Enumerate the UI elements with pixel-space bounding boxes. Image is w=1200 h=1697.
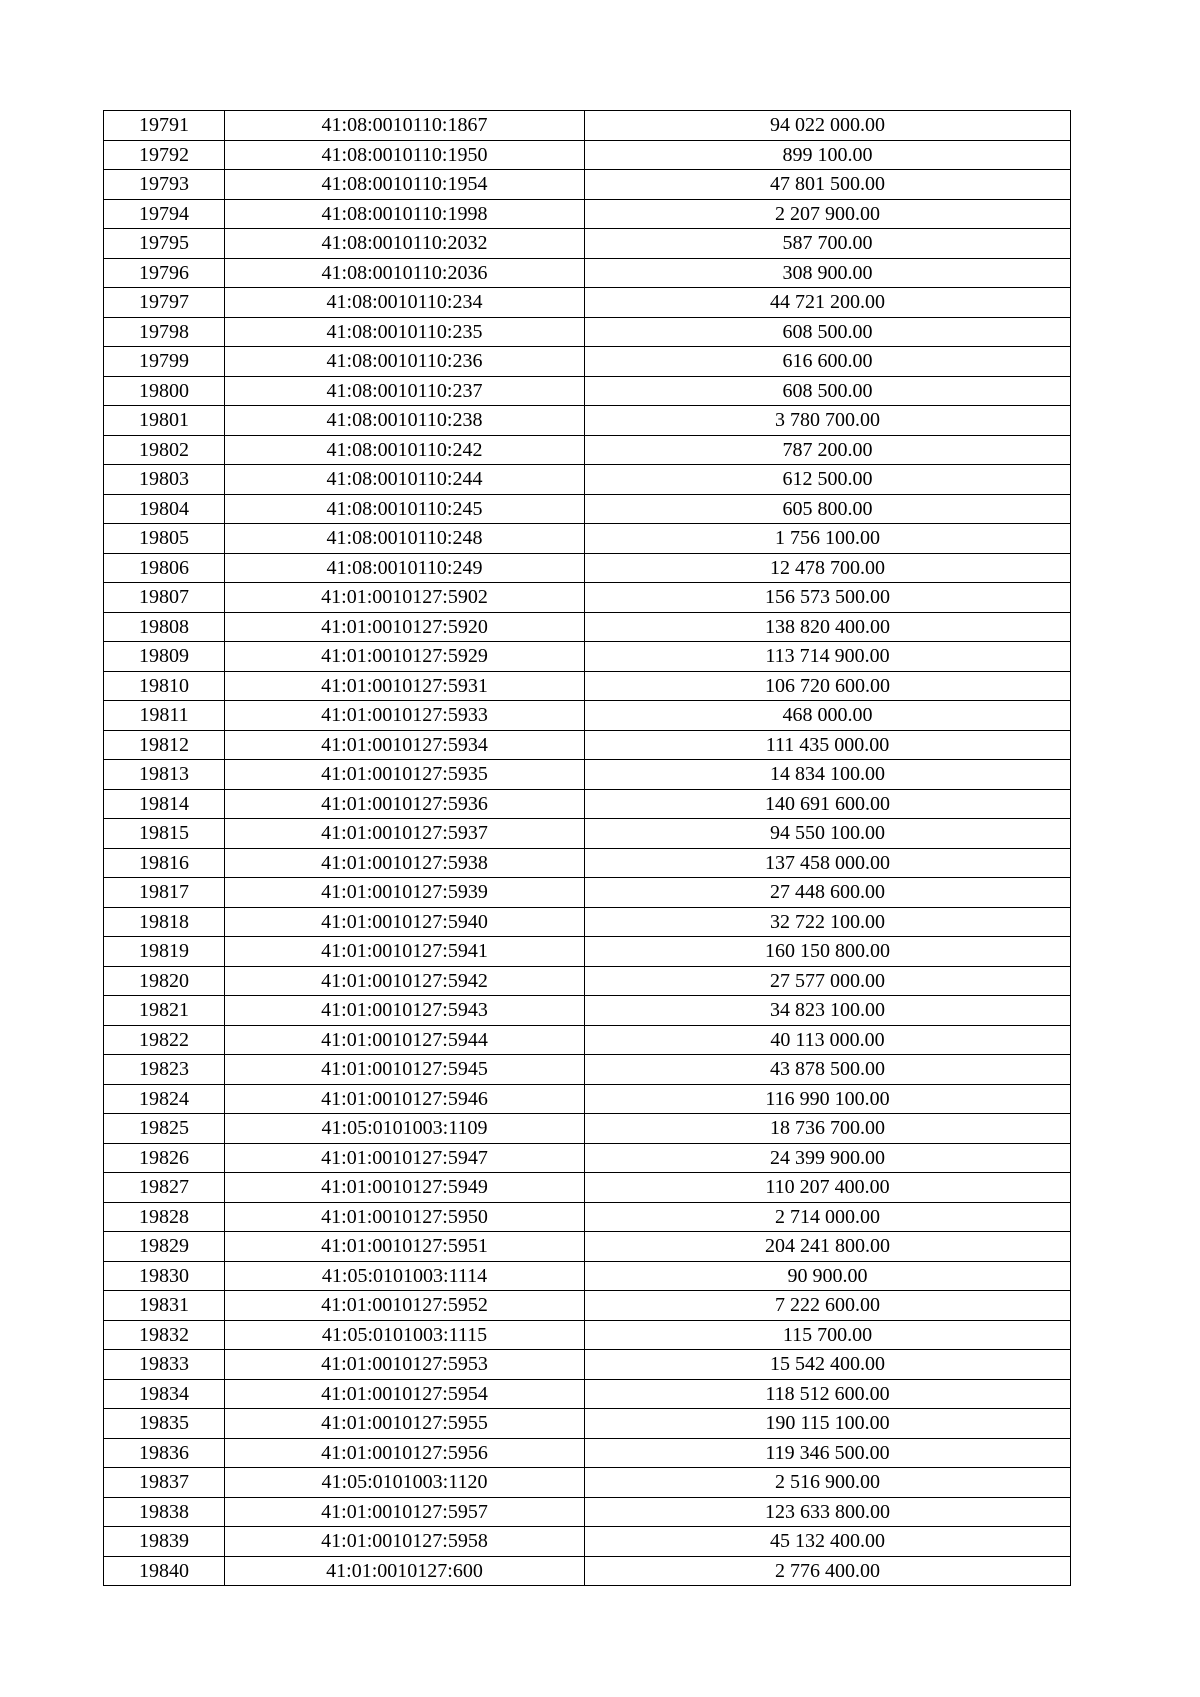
- table-row: [104, 1350, 1071, 1380]
- table-row: [104, 1497, 1071, 1527]
- table-row: [104, 1379, 1071, 1409]
- cadastral-number-cell: 41:05:0101003:1115: [225, 1320, 585, 1350]
- cadastral-value-table: [103, 110, 1071, 1586]
- cadastral-value-cell: 45 132 400.00: [585, 1527, 1071, 1557]
- table-row: [104, 435, 1071, 465]
- table-row: [104, 966, 1071, 996]
- cadastral-number-cell: 41:08:0010110:235: [225, 317, 585, 347]
- row-number-cell: 19807: [104, 583, 225, 613]
- cadastral-number-cell: 41:01:0010127:5947: [225, 1143, 585, 1173]
- cadastral-value-cell: 2 207 900.00: [585, 199, 1071, 229]
- cadastral-number-cell: 41:01:0010127:5920: [225, 612, 585, 642]
- cadastral-number-cell: 41:01:0010127:5937: [225, 819, 585, 849]
- row-number-cell: 19802: [104, 435, 225, 465]
- cadastral-value-cell: 2 714 000.00: [585, 1202, 1071, 1232]
- row-number-cell: 19804: [104, 494, 225, 524]
- row-number-cell: 19816: [104, 848, 225, 878]
- cadastral-number-cell: 41:01:0010127:5946: [225, 1084, 585, 1114]
- cadastral-value-cell: 118 512 600.00: [585, 1379, 1071, 1409]
- row-number-cell: 19819: [104, 937, 225, 967]
- table-row: [104, 1084, 1071, 1114]
- cadastral-value-cell: 106 720 600.00: [585, 671, 1071, 701]
- cadastral-value-cell: 94 550 100.00: [585, 819, 1071, 849]
- cadastral-value-cell: 204 241 800.00: [585, 1232, 1071, 1262]
- cadastral-number-cell: 41:01:0010127:5954: [225, 1379, 585, 1409]
- table-row: [104, 937, 1071, 967]
- cadastral-number-cell: 41:01:0010127:5940: [225, 907, 585, 937]
- table-row: [104, 996, 1071, 1026]
- row-number-cell: 19838: [104, 1497, 225, 1527]
- table-row: [104, 789, 1071, 819]
- table-row: [104, 671, 1071, 701]
- cadastral-value-cell: 43 878 500.00: [585, 1055, 1071, 1085]
- cadastral-value-cell: 468 000.00: [585, 701, 1071, 731]
- cadastral-value-cell: 2 516 900.00: [585, 1468, 1071, 1498]
- cadastral-value-cell: 587 700.00: [585, 229, 1071, 259]
- cadastral-value-cell: 140 691 600.00: [585, 789, 1071, 819]
- row-number-cell: 19793: [104, 170, 225, 200]
- row-number-cell: 19829: [104, 1232, 225, 1262]
- cadastral-value-cell: 34 823 100.00: [585, 996, 1071, 1026]
- cadastral-number-cell: 41:01:0010127:5942: [225, 966, 585, 996]
- cadastral-number-cell: 41:01:0010127:5944: [225, 1025, 585, 1055]
- cadastral-value-cell: 24 399 900.00: [585, 1143, 1071, 1173]
- cadastral-value-cell: 110 207 400.00: [585, 1173, 1071, 1203]
- row-number-cell: 19820: [104, 966, 225, 996]
- cadastral-number-cell: 41:01:0010127:5929: [225, 642, 585, 672]
- table-row: [104, 111, 1071, 141]
- table-row: [104, 1527, 1071, 1557]
- cadastral-value-cell: 160 150 800.00: [585, 937, 1071, 967]
- cadastral-number-cell: 41:01:0010127:600: [225, 1556, 585, 1586]
- cadastral-value-cell: 7 222 600.00: [585, 1291, 1071, 1321]
- cadastral-number-cell: 41:08:0010110:238: [225, 406, 585, 436]
- cadastral-number-cell: 41:08:0010110:1954: [225, 170, 585, 200]
- table-row: [104, 494, 1071, 524]
- row-number-cell: 19812: [104, 730, 225, 760]
- table-row: [104, 317, 1071, 347]
- row-number-cell: 19824: [104, 1084, 225, 1114]
- cadastral-number-cell: 41:01:0010127:5950: [225, 1202, 585, 1232]
- row-number-cell: 19801: [104, 406, 225, 436]
- table-row: [104, 848, 1071, 878]
- cadastral-value-cell: 115 700.00: [585, 1320, 1071, 1350]
- cadastral-number-cell: 41:01:0010127:5941: [225, 937, 585, 967]
- cadastral-number-cell: 41:08:0010110:248: [225, 524, 585, 554]
- cadastral-value-cell: 899 100.00: [585, 140, 1071, 170]
- row-number-cell: 19822: [104, 1025, 225, 1055]
- table-row: [104, 1025, 1071, 1055]
- cadastral-value-cell: 27 448 600.00: [585, 878, 1071, 908]
- row-number-cell: 19806: [104, 553, 225, 583]
- row-number-cell: 19831: [104, 1291, 225, 1321]
- table-row: [104, 1202, 1071, 1232]
- row-number-cell: 19797: [104, 288, 225, 318]
- row-number-cell: 19821: [104, 996, 225, 1026]
- cadastral-value-cell: 113 714 900.00: [585, 642, 1071, 672]
- cadastral-number-cell: 41:01:0010127:5958: [225, 1527, 585, 1557]
- cadastral-number-cell: 41:01:0010127:5938: [225, 848, 585, 878]
- table-row: [104, 819, 1071, 849]
- cadastral-number-cell: 41:08:0010110:242: [225, 435, 585, 465]
- row-number-cell: 19808: [104, 612, 225, 642]
- table-row: [104, 730, 1071, 760]
- row-number-cell: 19798: [104, 317, 225, 347]
- table-row: [104, 199, 1071, 229]
- cadastral-number-cell: 41:08:0010110:1998: [225, 199, 585, 229]
- cadastral-value-cell: 156 573 500.00: [585, 583, 1071, 613]
- row-number-cell: 19813: [104, 760, 225, 790]
- cadastral-number-cell: 41:01:0010127:5934: [225, 730, 585, 760]
- table-row: [104, 170, 1071, 200]
- table-row: [104, 524, 1071, 554]
- cadastral-value-cell: 12 478 700.00: [585, 553, 1071, 583]
- row-number-cell: 19791: [104, 111, 225, 141]
- row-number-cell: 19818: [104, 907, 225, 937]
- cadastral-value-cell: 44 721 200.00: [585, 288, 1071, 318]
- table-row: [104, 642, 1071, 672]
- table-row: [104, 1114, 1071, 1144]
- cadastral-value-cell: 47 801 500.00: [585, 170, 1071, 200]
- cadastral-number-cell: 41:05:0101003:1114: [225, 1261, 585, 1291]
- table-row: [104, 1438, 1071, 1468]
- table-row: [104, 406, 1071, 436]
- cadastral-value-cell: 608 500.00: [585, 317, 1071, 347]
- cadastral-value-cell: 123 633 800.00: [585, 1497, 1071, 1527]
- cadastral-number-cell: 41:01:0010127:5936: [225, 789, 585, 819]
- cadastral-value-cell: 90 900.00: [585, 1261, 1071, 1291]
- table-row: [104, 376, 1071, 406]
- cadastral-value-cell: 2 776 400.00: [585, 1556, 1071, 1586]
- table-row: [104, 1055, 1071, 1085]
- table-row: [104, 1261, 1071, 1291]
- table-row: [104, 1143, 1071, 1173]
- table-row: [104, 347, 1071, 377]
- table-row: [104, 465, 1071, 495]
- cadastral-number-cell: 41:01:0010127:5953: [225, 1350, 585, 1380]
- row-number-cell: 19794: [104, 199, 225, 229]
- cadastral-number-cell: 41:08:0010110:1950: [225, 140, 585, 170]
- cadastral-number-cell: 41:01:0010127:5931: [225, 671, 585, 701]
- row-number-cell: 19840: [104, 1556, 225, 1586]
- row-number-cell: 19803: [104, 465, 225, 495]
- row-number-cell: 19810: [104, 671, 225, 701]
- cadastral-number-cell: 41:08:0010110:244: [225, 465, 585, 495]
- cadastral-number-cell: 41:08:0010110:2036: [225, 258, 585, 288]
- cadastral-value-cell: 18 736 700.00: [585, 1114, 1071, 1144]
- cadastral-value-cell: 612 500.00: [585, 465, 1071, 495]
- row-number-cell: 19832: [104, 1320, 225, 1350]
- table-row: [104, 1291, 1071, 1321]
- cadastral-number-cell: 41:05:0101003:1109: [225, 1114, 585, 1144]
- cadastral-number-cell: 41:08:0010110:249: [225, 553, 585, 583]
- cadastral-value-cell: 787 200.00: [585, 435, 1071, 465]
- row-number-cell: 19796: [104, 258, 225, 288]
- table-row: [104, 140, 1071, 170]
- cadastral-value-cell: 40 113 000.00: [585, 1025, 1071, 1055]
- cadastral-number-cell: 41:08:0010110:236: [225, 347, 585, 377]
- cadastral-number-cell: 41:08:0010110:234: [225, 288, 585, 318]
- table-row: [104, 1173, 1071, 1203]
- row-number-cell: 19835: [104, 1409, 225, 1439]
- row-number-cell: 19825: [104, 1114, 225, 1144]
- row-number-cell: 19836: [104, 1438, 225, 1468]
- cadastral-number-cell: 41:01:0010127:5949: [225, 1173, 585, 1203]
- cadastral-number-cell: 41:05:0101003:1120: [225, 1468, 585, 1498]
- cadastral-number-cell: 41:01:0010127:5945: [225, 1055, 585, 1085]
- cadastral-value-cell: 14 834 100.00: [585, 760, 1071, 790]
- cadastral-value-cell: 190 115 100.00: [585, 1409, 1071, 1439]
- row-number-cell: 19792: [104, 140, 225, 170]
- cadastral-number-cell: 41:01:0010127:5902: [225, 583, 585, 613]
- row-number-cell: 19814: [104, 789, 225, 819]
- cadastral-value-cell: 138 820 400.00: [585, 612, 1071, 642]
- table-row: [104, 258, 1071, 288]
- row-number-cell: 19839: [104, 1527, 225, 1557]
- row-number-cell: 19809: [104, 642, 225, 672]
- cadastral-number-cell: 41:01:0010127:5935: [225, 760, 585, 790]
- cadastral-value-cell: 32 722 100.00: [585, 907, 1071, 937]
- cadastral-number-cell: 41:01:0010127:5943: [225, 996, 585, 1026]
- row-number-cell: 19795: [104, 229, 225, 259]
- cadastral-number-cell: 41:01:0010127:5955: [225, 1409, 585, 1439]
- row-number-cell: 19830: [104, 1261, 225, 1291]
- cadastral-value-cell: 137 458 000.00: [585, 848, 1071, 878]
- table-row: [104, 288, 1071, 318]
- table-row: [104, 878, 1071, 908]
- table-body: [104, 111, 1071, 1586]
- row-number-cell: 19805: [104, 524, 225, 554]
- row-number-cell: 19837: [104, 1468, 225, 1498]
- cadastral-number-cell: 41:08:0010110:1867: [225, 111, 585, 141]
- row-number-cell: 19815: [104, 819, 225, 849]
- table-row: [104, 1556, 1071, 1586]
- cadastral-value-cell: 27 577 000.00: [585, 966, 1071, 996]
- cadastral-number-cell: 41:08:0010110:2032: [225, 229, 585, 259]
- table-row: [104, 1468, 1071, 1498]
- row-number-cell: 19834: [104, 1379, 225, 1409]
- cadastral-number-cell: 41:08:0010110:237: [225, 376, 585, 406]
- table-row: [104, 907, 1071, 937]
- row-number-cell: 19811: [104, 701, 225, 731]
- cadastral-value-cell: 608 500.00: [585, 376, 1071, 406]
- cadastral-value-cell: 15 542 400.00: [585, 1350, 1071, 1380]
- table-row: [104, 760, 1071, 790]
- cadastral-value-cell: 116 990 100.00: [585, 1084, 1071, 1114]
- table-row: [104, 583, 1071, 613]
- cadastral-number-cell: 41:01:0010127:5952: [225, 1291, 585, 1321]
- cadastral-number-cell: 41:08:0010110:245: [225, 494, 585, 524]
- cadastral-number-cell: 41:01:0010127:5933: [225, 701, 585, 731]
- table-row: [104, 1409, 1071, 1439]
- row-number-cell: 19817: [104, 878, 225, 908]
- row-number-cell: 19827: [104, 1173, 225, 1203]
- cadastral-value-cell: 119 346 500.00: [585, 1438, 1071, 1468]
- cadastral-value-cell: 3 780 700.00: [585, 406, 1071, 436]
- cadastral-number-cell: 41:01:0010127:5939: [225, 878, 585, 908]
- row-number-cell: 19823: [104, 1055, 225, 1085]
- table-row: [104, 229, 1071, 259]
- table-row: [104, 701, 1071, 731]
- table-row: [104, 1320, 1071, 1350]
- cadastral-value-cell: 1 756 100.00: [585, 524, 1071, 554]
- row-number-cell: 19800: [104, 376, 225, 406]
- row-number-cell: 19833: [104, 1350, 225, 1380]
- cadastral-value-cell: 308 900.00: [585, 258, 1071, 288]
- cadastral-value-cell: 605 800.00: [585, 494, 1071, 524]
- cadastral-number-cell: 41:01:0010127:5951: [225, 1232, 585, 1262]
- row-number-cell: 19799: [104, 347, 225, 377]
- table-row: [104, 612, 1071, 642]
- cadastral-number-cell: 41:01:0010127:5956: [225, 1438, 585, 1468]
- table-row: [104, 1232, 1071, 1262]
- cadastral-value-cell: 94 022 000.00: [585, 111, 1071, 141]
- row-number-cell: 19826: [104, 1143, 225, 1173]
- cadastral-number-cell: 41:01:0010127:5957: [225, 1497, 585, 1527]
- row-number-cell: 19828: [104, 1202, 225, 1232]
- table-row: [104, 553, 1071, 583]
- cadastral-value-cell: 111 435 000.00: [585, 730, 1071, 760]
- cadastral-value-cell: 616 600.00: [585, 347, 1071, 377]
